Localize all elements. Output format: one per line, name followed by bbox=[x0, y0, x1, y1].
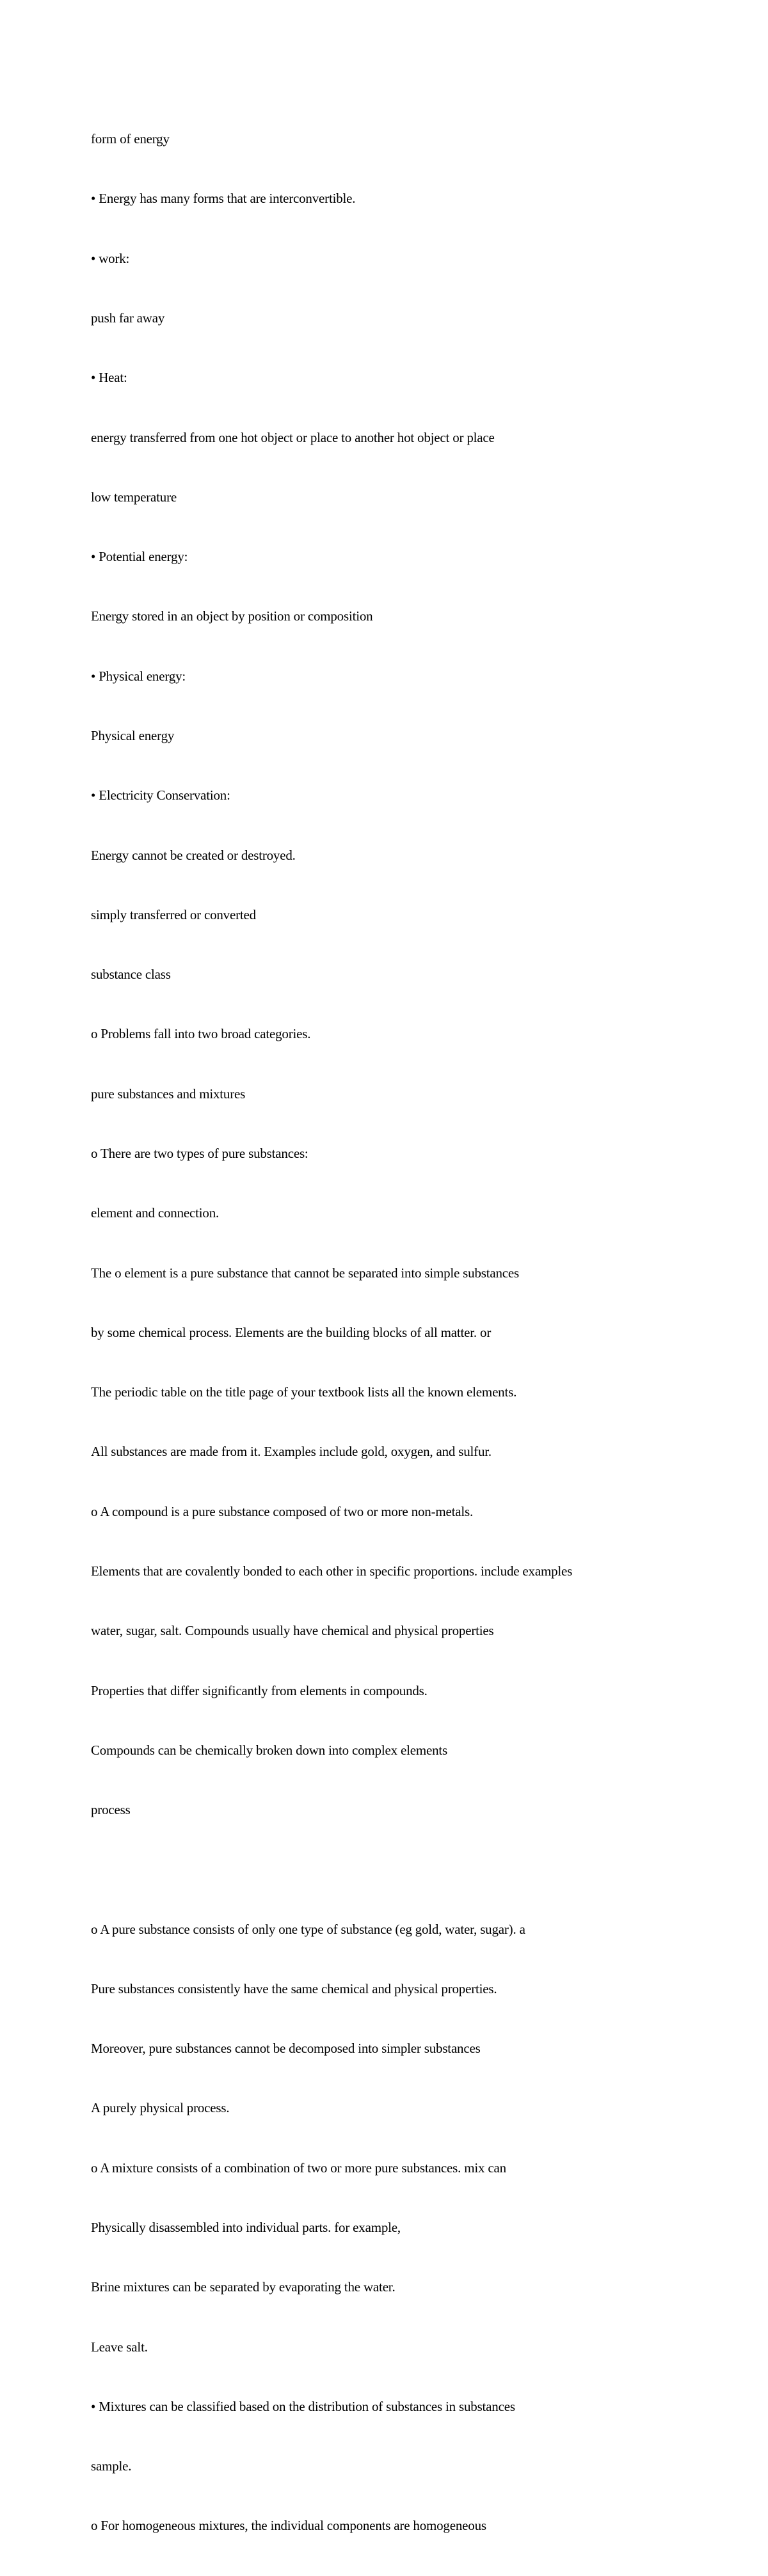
text-line: o There are two types of pure substances: bbox=[91, 1145, 308, 1161]
text-line: • Electricity Conservation: bbox=[91, 787, 230, 803]
text-line: push far away bbox=[91, 310, 165, 326]
text-line: energy transferred from one hot object or place to another hot object or place bbox=[91, 429, 495, 445]
text-line: simply transferred or converted bbox=[91, 906, 256, 922]
text-line: by some chemical process. Elements are the building blocks of all matter. or bbox=[91, 1324, 492, 1340]
text-line: The periodic table on the title page of your textbook lists all the known elements. bbox=[91, 1384, 517, 1400]
text-line: Energy cannot be created or destroyed. bbox=[91, 847, 296, 863]
text-line: Energy stored in an object by position or composition bbox=[91, 608, 373, 624]
text-line: Pure substances consistently have the same chemical and physical properties. bbox=[91, 1980, 497, 1996]
text-line: o A mixture consists of a combination of two or more pure substances. mix can bbox=[91, 2160, 506, 2176]
text-line: • work: bbox=[91, 250, 130, 266]
text-line: water, sugar, salt. Compounds usually have chemical and physical properties bbox=[91, 1623, 494, 1639]
text-line: o A pure substance consists of only one type of substance (eg gold, water, sugar). a bbox=[91, 1921, 525, 1937]
text-line: Brine mixtures can be separated by evaporating the water. bbox=[91, 2279, 396, 2295]
blank-line bbox=[91, 1860, 731, 1879]
text-line: Properties that differ significantly from elements in compounds. bbox=[91, 1682, 428, 1698]
text-line: A purely physical process. bbox=[91, 2100, 230, 2116]
text-line: process bbox=[91, 1802, 131, 1818]
text-line: Moreover, pure substances cannot be decomposed into simpler substances bbox=[91, 2041, 481, 2057]
text-line: low temperature bbox=[91, 489, 177, 505]
text-line: • Heat: bbox=[91, 370, 127, 386]
text-line: Compounds can be chemically broken down into complex elements bbox=[91, 1742, 447, 1758]
text-line: • Potential energy: bbox=[91, 549, 188, 565]
text-line: pure substances and mixtures bbox=[91, 1086, 246, 1102]
text-line: o For homogeneous mixtures, the individual components are homogeneous bbox=[91, 2518, 486, 2534]
text-line: o Problems fall into two broad categories. bbox=[91, 1026, 311, 1042]
text-line: o A compound is a pure substance composed of two or more non-metals. bbox=[91, 1503, 474, 1519]
text-line: substance class bbox=[91, 967, 171, 983]
text-line: Physical energy bbox=[91, 728, 175, 743]
text-line: • Physical energy: bbox=[91, 668, 186, 684]
text-line: Leave salt. bbox=[91, 2339, 148, 2355]
text-line: element and connection. bbox=[91, 1205, 220, 1221]
text-line: form of energy bbox=[91, 131, 170, 147]
text-line: • Energy has many forms that are interconvertible. bbox=[91, 191, 356, 207]
text-line: Elements that are covalently bonded to each other in specific proportions. include examples bbox=[91, 1563, 573, 1579]
text-line: • Mixtures can be classified based on the distribution of substances in substances bbox=[91, 2398, 515, 2414]
document-body bbox=[91, 90, 731, 2576]
text-line: All substances are made from it. Examples include gold, oxygen, and sulfur. bbox=[91, 1444, 492, 1460]
text-line: Physically disassembled into individual parts. for example, bbox=[91, 2220, 401, 2236]
text-line: The o element is a pure substance that cannot be separated into simple substances bbox=[91, 1265, 519, 1281]
text-line: sample. bbox=[91, 2458, 132, 2474]
